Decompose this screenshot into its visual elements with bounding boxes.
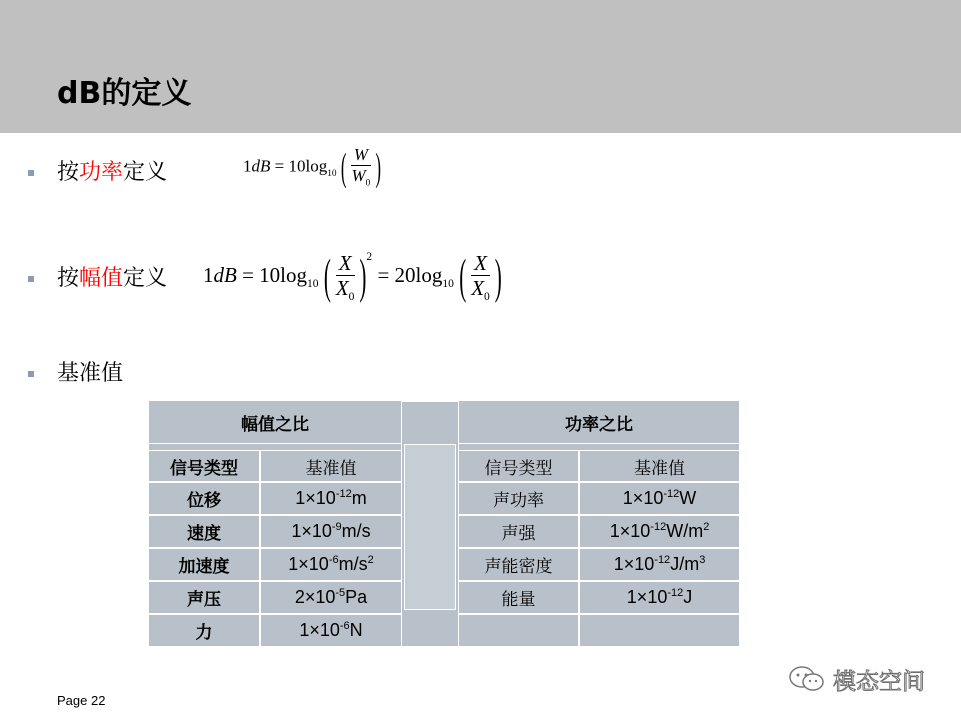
fraction-denominator: W <box>351 165 366 185</box>
watermark-text: 模态空间 <box>833 668 925 695</box>
value-unit: N <box>349 620 363 640</box>
table-row <box>148 515 402 548</box>
bullet-suffix: 定义 <box>123 266 168 291</box>
value-unit: m/s <box>341 521 371 541</box>
table-row <box>148 614 402 647</box>
value-mantissa: 1×10 <box>299 620 340 640</box>
bullet-prefix: 按 <box>57 266 80 291</box>
column-header: 基准值 <box>579 450 740 482</box>
value-unit: W <box>679 488 697 508</box>
formula-log: log <box>305 156 328 176</box>
formula-exponent: 2 <box>366 251 373 263</box>
value-exponent: -12 <box>650 521 667 533</box>
value-mantissa: 1×10 <box>295 488 336 508</box>
wechat-icon <box>787 664 827 694</box>
value-unit: W/m <box>666 521 704 541</box>
value-exponent: -12 <box>667 587 684 599</box>
formula-log-base: 10 <box>327 168 337 179</box>
value-exponent: -6 <box>328 554 339 566</box>
table-row <box>458 482 740 515</box>
formula-log-base: 10 <box>442 278 454 291</box>
signal-type-cell: 声强 <box>458 515 579 548</box>
denominator-subscript: 0 <box>348 290 355 303</box>
value-exponent: -12 <box>654 554 671 566</box>
unit-exponent: 2 <box>703 521 710 533</box>
bullet-highlight: 功率 <box>79 160 124 185</box>
value-mantissa: 1×10 <box>288 554 329 574</box>
reference-value-cell <box>260 614 402 647</box>
signal-type-cell <box>458 614 579 647</box>
formula-equals: = <box>274 156 285 176</box>
formula-fraction <box>333 252 358 303</box>
formula-coefficient: 20 <box>394 263 416 287</box>
value-mantissa: 1×10 <box>622 488 664 508</box>
signal-type-cell: 速度 <box>148 515 260 548</box>
value-exponent: -9 <box>331 521 342 533</box>
formula-fraction <box>348 146 373 189</box>
value-mantissa: 1×10 <box>291 521 332 541</box>
value-mantissa: 1×10 <box>626 587 668 607</box>
formula-unit: dB <box>251 156 271 176</box>
formula-coefficient: 10 <box>288 156 306 176</box>
bullet-marker <box>28 371 34 377</box>
value-unit: m/s <box>338 554 368 574</box>
formula-coefficient: 10 <box>259 263 281 287</box>
unit-exponent: 2 <box>367 554 374 566</box>
value-exponent: -6 <box>339 620 350 632</box>
table-row <box>458 515 740 548</box>
formula-lhs: 1 <box>203 263 214 287</box>
fraction-numerator: X <box>471 252 490 276</box>
denominator-subscript: 0 <box>484 290 490 303</box>
signal-type-cell: 位移 <box>148 482 260 515</box>
page-number: Page 22 <box>57 693 106 708</box>
value-unit: J/m <box>670 554 700 574</box>
bullet-suffix: 定义 <box>123 160 168 185</box>
close-paren: ) <box>375 145 381 190</box>
reference-value-cell <box>260 482 402 515</box>
formula-amplitude <box>203 248 502 304</box>
formula-unit: dB <box>213 263 237 287</box>
value-unit: m <box>351 488 367 508</box>
formula-equals: = <box>377 263 390 287</box>
column-header: 信号类型 <box>458 450 579 482</box>
column-header: 基准值 <box>260 450 402 482</box>
signal-type-cell: 声压 <box>148 581 260 614</box>
watermark <box>787 662 925 696</box>
reference-value-cell <box>260 515 402 548</box>
bullet-prefix: 按 <box>57 160 80 185</box>
bullet-amplitude-definition <box>57 266 167 292</box>
fraction-numerator: X <box>336 252 355 276</box>
close-paren: ) <box>494 248 502 304</box>
reference-value-cell <box>579 515 740 548</box>
value-mantissa: 1×10 <box>609 521 651 541</box>
formula-log-base: 10 <box>307 278 319 291</box>
close-paren: ) <box>359 248 367 304</box>
signal-type-cell: 声功率 <box>458 482 579 515</box>
value-mantissa: 1×10 <box>613 554 655 574</box>
bullet-marker <box>28 276 34 282</box>
bullet-power-definition <box>57 160 167 186</box>
fraction-denominator: X <box>471 275 485 300</box>
fraction-numerator: W <box>351 146 371 166</box>
bullet-highlight: 幅值 <box>79 266 124 291</box>
reference-value-cell <box>579 614 740 647</box>
title-bar <box>0 0 961 133</box>
open-paren: ( <box>459 248 467 304</box>
formula-equals: = <box>242 263 254 287</box>
reference-value-cell <box>579 581 740 614</box>
formula-fraction <box>468 252 493 303</box>
reference-value-cell <box>579 548 740 581</box>
signal-type-cell: 声能密度 <box>458 548 579 581</box>
unit-exponent: 3 <box>699 554 706 566</box>
formula-power <box>243 146 381 189</box>
signal-type-cell: 能量 <box>458 581 579 614</box>
table-row <box>458 548 740 581</box>
value-exponent: -12 <box>335 488 352 500</box>
reference-value-cell <box>260 548 402 581</box>
fraction-denominator: X <box>335 275 349 300</box>
table-row <box>148 548 402 581</box>
table-row <box>458 581 740 614</box>
value-exponent: -5 <box>335 587 346 599</box>
signal-type-cell: 加速度 <box>148 548 260 581</box>
value-exponent: -12 <box>663 488 680 500</box>
table-row <box>148 482 402 515</box>
value-unit: J <box>683 587 693 607</box>
table-title: 功率之比 <box>458 400 740 444</box>
value-unit: Pa <box>345 587 368 607</box>
formula-log: log <box>415 263 443 287</box>
bullet-marker <box>28 170 34 176</box>
denominator-subscript: 0 <box>365 178 371 189</box>
formula-log: log <box>280 263 308 287</box>
reference-value-cell <box>579 482 740 515</box>
table-row <box>148 581 402 614</box>
open-paren: ( <box>323 248 331 304</box>
signal-type-cell: 力 <box>148 614 260 647</box>
power-ratio-table <box>458 400 740 647</box>
slide-title: dB的定义 <box>57 76 192 111</box>
amplitude-ratio-table <box>148 400 402 647</box>
formula-lhs: 1 <box>243 156 252 176</box>
open-paren: ( <box>340 145 347 190</box>
column-header: 信号类型 <box>148 450 260 482</box>
value-mantissa: 2×10 <box>294 587 336 607</box>
table-title: 幅值之比 <box>148 400 402 444</box>
reference-value-cell <box>260 581 402 614</box>
table-divider-inset <box>404 444 456 610</box>
bullet-reference-values: 基准值 <box>57 361 124 386</box>
table-row <box>458 614 740 647</box>
